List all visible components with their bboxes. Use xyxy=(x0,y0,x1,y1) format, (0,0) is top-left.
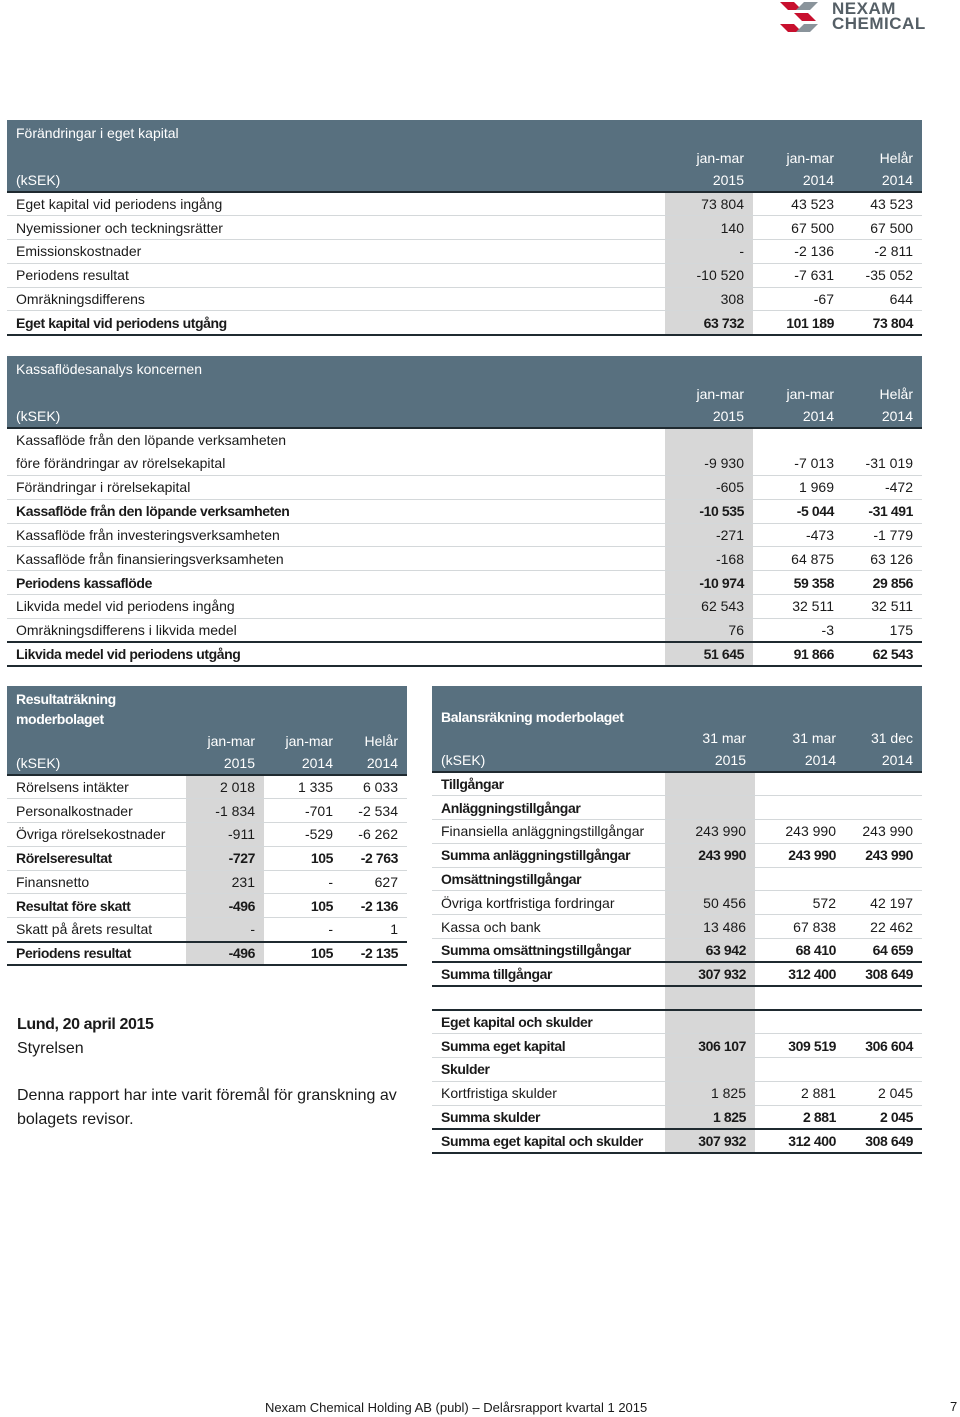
table-row: Kassaflöde från den löpande verksamheten xyxy=(7,428,922,452)
signature-signer: Styrelsen xyxy=(17,1040,84,1057)
equity-col-top-3: Helår xyxy=(843,146,922,169)
table-row: Kassa och bank 13 486 67 838 22 462 xyxy=(432,915,922,939)
table-row-total: Summa tillgångar 307 932 312 400 308 649 xyxy=(432,962,922,986)
equity-col-bot-2: 2014 xyxy=(753,169,843,192)
table-row-subtotal: Summa omsättningstillgångar 63 942 68 410 64 659 xyxy=(432,939,922,963)
balance-col-top-3: 31 dec xyxy=(845,726,922,749)
balance-table xyxy=(432,686,922,1154)
equity-table xyxy=(7,120,922,336)
table-row-section: Omsättningstillgångar xyxy=(432,867,922,891)
income-unit: (kSEK) xyxy=(7,752,186,775)
equity-col-bot-row xyxy=(7,169,922,192)
balance-col-bot-1: 2015 xyxy=(665,749,755,772)
table-row: Skatt på årets resultat - - 1 xyxy=(7,918,407,942)
income-col-bot-row xyxy=(7,752,407,775)
table-row: Kassaflöde från investeringsverksamheten -271 -473 -1 779 xyxy=(7,523,922,547)
balance-col-top-row xyxy=(432,726,922,749)
logo-text xyxy=(832,1,926,31)
table-row: Övriga kortfristiga fordringar 50 456 572 42 197 xyxy=(432,891,922,915)
table-row: Personalkostnader -1 834 -701 -2 534 xyxy=(7,799,407,823)
cashflow-col-top-3: Helår xyxy=(843,382,922,405)
table-row-section: Skulder xyxy=(432,1058,922,1082)
table-row-subtotal: Resultat före skatt -496 105 -2 136 xyxy=(7,894,407,918)
table-row-total: Likvida medel vid periodens utgång 51 645 91 866 62 543 xyxy=(7,642,922,666)
income-title xyxy=(7,686,186,729)
table-row: Förändringar i rörelsekapital -605 1 969 -472 xyxy=(7,476,922,500)
cashflow-title: Kassaflödesanalys koncernen xyxy=(7,356,922,382)
table-row: Eget kapital vid periodens ingång 73 804 43 523 43 523 xyxy=(7,192,922,216)
table-row-subtotal: Summa eget kapital 306 107 309 519 306 604 xyxy=(432,1034,922,1058)
income-col-top-3: Helår xyxy=(342,729,407,752)
cashflow-unit: (kSEK) xyxy=(7,405,665,428)
page-footer: Nexam Chemical Holding AB (publ) – Delårsrapport kvartal 1 2015 xyxy=(265,1400,648,1415)
table-row: Kassaflöde från finansieringsverksamheten -168 64 875 63 126 xyxy=(7,547,922,571)
equity-col-top-2: jan-mar xyxy=(753,146,843,169)
equity-col-top-1: jan-mar xyxy=(665,146,753,169)
logo-mark-icon xyxy=(780,2,826,32)
table-row-spacer xyxy=(432,986,922,1010)
cashflow-col-bot-1: 2015 xyxy=(665,405,753,428)
balance-col-top-2: 31 mar xyxy=(755,726,845,749)
signature-block xyxy=(17,1013,153,1061)
cashflow-header-row xyxy=(7,356,922,382)
income-table xyxy=(7,686,407,966)
income-col-top-row xyxy=(7,729,407,752)
company-logo xyxy=(780,0,950,34)
balance-col-bot-3: 2014 xyxy=(845,749,922,772)
equity-col-bot-1: 2015 xyxy=(665,169,753,192)
income-header-row xyxy=(7,686,407,729)
table-row-total: Periodens resultat -496 105 -2 135 xyxy=(7,942,407,966)
equity-unit: (kSEK) xyxy=(7,169,665,192)
table-row-subtotal: Periodens kassaflöde -10 974 59 358 29 856 xyxy=(7,571,922,595)
table-row-total: Eget kapital vid periodens utgång 63 732 101 189 73 804 xyxy=(7,311,922,335)
balance-col-bot-row xyxy=(432,749,922,772)
table-row-subtotal: Summa skulder 1 825 2 881 2 045 xyxy=(432,1105,922,1129)
cashflow-col-top-2: jan-mar xyxy=(753,382,843,405)
table-row: Finansiella anläggningstillgångar 243 990 243 990 243 990 xyxy=(432,820,922,844)
table-row: Övriga rörelsekostnader -911 -529 -6 262 xyxy=(7,823,407,847)
table-row: Omräkningsdifferens 308 -67 644 xyxy=(7,287,922,311)
balance-title: Balansräkning moderbolaget xyxy=(432,686,665,726)
balance-col-bot-2: 2014 xyxy=(755,749,845,772)
audit-note: Denna rapport har inte varit föremål för granskning av bolagets revisor. xyxy=(17,1087,397,1128)
table-row-section: Anläggningstillgångar xyxy=(432,796,922,820)
cashflow-col-bot-3: 2014 xyxy=(843,405,922,428)
table-row: Emissionskostnader - -2 136 -2 811 xyxy=(7,240,922,264)
balance-header-row xyxy=(432,686,922,726)
table-row-section: Tillgångar xyxy=(432,772,922,796)
cashflow-col-bot-row xyxy=(7,405,922,428)
table-row: Rörelsens intäkter 2 018 1 335 6 033 xyxy=(7,775,407,799)
table-row-subtotal: Rörelseresultat -727 105 -2 763 xyxy=(7,846,407,870)
page-number: 7 xyxy=(950,1399,958,1414)
equity-title: Förändringar i eget kapital xyxy=(7,120,922,146)
table-row-total: Summa eget kapital och skulder 307 932 312 400 308 649 xyxy=(432,1129,922,1153)
cashflow-col-bot-2: 2014 xyxy=(753,405,843,428)
logo-text-line1: NEXAM xyxy=(832,0,896,18)
table-row: före förändringar av rörelsekapital -9 930 -7 013 -31 019 xyxy=(7,452,922,476)
table-row: Omräkningsdifferens i likvida medel 76 -3 175 xyxy=(7,618,922,642)
income-col-bot-1: 2015 xyxy=(186,752,264,775)
equity-col-bot-3: 2014 xyxy=(843,169,922,192)
income-col-top-1: jan-mar xyxy=(186,729,264,752)
balance-col-top-1: 31 mar xyxy=(665,726,755,749)
table-row-subtotal: Summa anläggningstillgångar 243 990 243 990 243 990 xyxy=(432,843,922,867)
equity-col-top-row xyxy=(7,146,922,169)
cashflow-col-top-1: jan-mar xyxy=(665,382,753,405)
logo-text-line2: CHEMICAL xyxy=(832,14,926,33)
signature-place-date: Lund, 20 april 2015 xyxy=(17,1016,154,1033)
table-row: Finansnetto 231 - 627 xyxy=(7,870,407,894)
table-row-section: Eget kapital och skulder xyxy=(432,1010,922,1034)
equity-header-row xyxy=(7,120,922,146)
table-row-subtotal: Kassaflöde från den löpande verksamheten -10 535 -5 044 -31 491 xyxy=(7,499,922,523)
table-row: Periodens resultat -10 520 -7 631 -35 052 xyxy=(7,263,922,287)
balance-unit: (kSEK) xyxy=(432,749,665,772)
table-row: Likvida medel vid periodens ingång 62 543 32 511 32 511 xyxy=(7,595,922,619)
income-col-top-2: jan-mar xyxy=(264,729,342,752)
cashflow-col-top-row xyxy=(7,382,922,405)
table-row: Nyemissioner och teckningsrätter 140 67 500 67 500 xyxy=(7,216,922,240)
cashflow-table xyxy=(7,356,922,667)
income-col-bot-3: 2014 xyxy=(342,752,407,775)
income-title-line1: Resultaträkning xyxy=(16,691,116,707)
table-row: Kortfristiga skulder 1 825 2 881 2 045 xyxy=(432,1081,922,1105)
income-title-line2: moderbolaget xyxy=(16,711,104,727)
income-col-bot-2: 2014 xyxy=(264,752,342,775)
